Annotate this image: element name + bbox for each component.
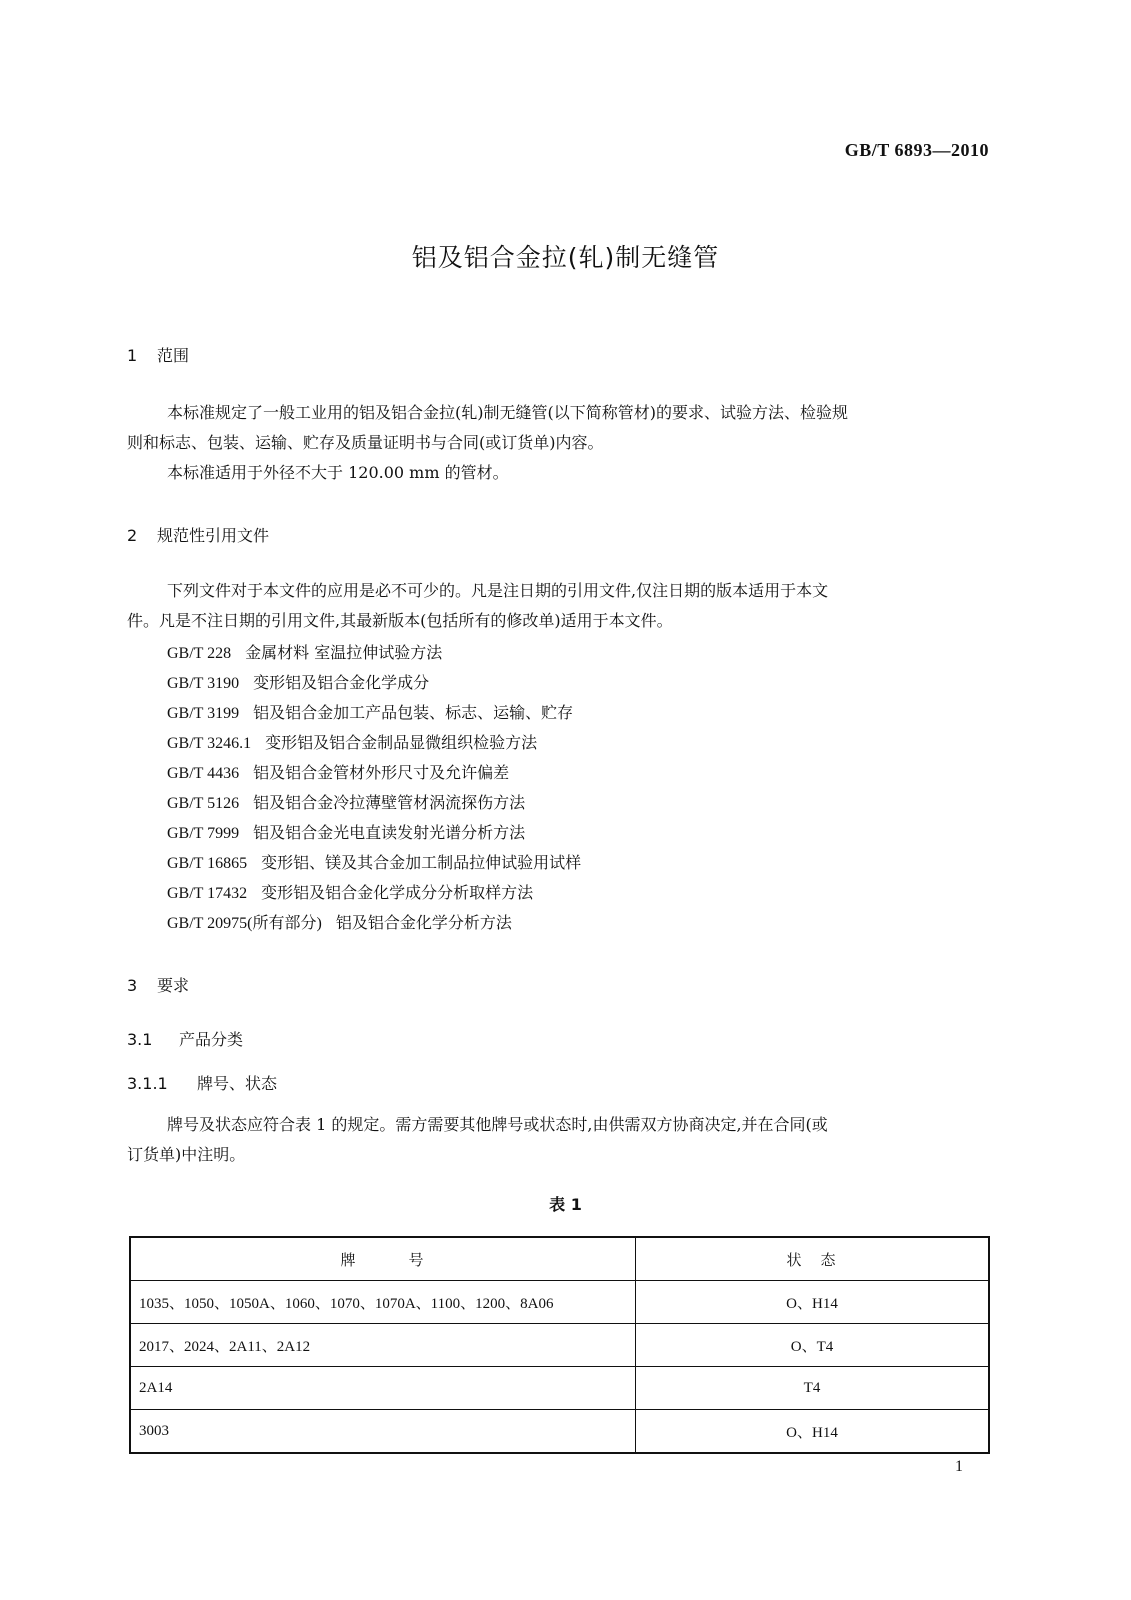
section-3-heading	[127, 973, 189, 996]
section-number: 3.1.1	[127, 1074, 168, 1093]
reference-item	[167, 638, 581, 668]
reference-item	[167, 668, 581, 698]
temper-cell: T4	[636, 1367, 990, 1410]
reference-item	[167, 788, 581, 818]
section-2-paragraph	[127, 576, 989, 636]
reference-title: 铝及铝合金化学分析方法	[335, 913, 512, 932]
reference-title: 变形铝及铝合金化学成分	[253, 673, 430, 692]
table-row	[130, 1367, 989, 1410]
reference-item	[167, 818, 581, 848]
section-number: 1	[127, 346, 138, 365]
reference-title: 铝及铝合金光电直读发射光谱分析方法	[253, 823, 526, 842]
reference-code: GB/T 3246.1	[167, 735, 252, 752]
reference-item	[167, 878, 581, 908]
table-row	[130, 1410, 989, 1454]
grade-cell: 2A14	[130, 1367, 636, 1410]
table-row	[130, 1281, 989, 1324]
reference-code: GB/T 228	[167, 645, 232, 662]
grade-cell: 3003	[130, 1410, 636, 1454]
reference-title: 铝及铝合金加工产品包装、标志、运输、贮存	[253, 703, 574, 722]
section-3-1-1-heading	[127, 1071, 277, 1094]
section-3-1-heading	[127, 1027, 243, 1050]
section-title: 要求	[157, 976, 190, 995]
reference-title: 金属材料 室温拉伸试验方法	[245, 643, 443, 662]
reference-item	[167, 728, 581, 758]
section-title: 牌号、状态	[197, 1074, 278, 1093]
grade-temper-table	[129, 1236, 990, 1454]
paragraph-line: 本标准适用于外径不大于 120.00 mm 的管材。	[167, 463, 509, 482]
reference-code: GB/T 20975(所有部分)	[167, 915, 322, 932]
reference-item	[167, 848, 581, 878]
document-title: 铝及铝合金拉(轧)制无缝管	[411, 243, 720, 272]
reference-title: 铝及铝合金冷拉薄壁管材涡流探伤方法	[253, 793, 526, 812]
standard-code: GB/T 6893—2010	[844, 140, 989, 160]
reference-code: GB/T 3190	[167, 675, 240, 692]
paragraph-line: 本标准规定了一般工业用的铝及铝合金拉(轧)制无缝管(以下简称管材)的要求、试验方法、检验规	[167, 403, 848, 422]
grade-cell: 1035、1050、1050A、1060、1070、1070A、1100、1200、8A06	[130, 1281, 636, 1324]
reference-code: GB/T 17432	[167, 885, 248, 902]
section-number: 3	[127, 976, 138, 995]
paragraph-line: 则和标志、包装、运输、贮存及质量证明书与合同(或订货单)内容。	[127, 433, 604, 452]
reference-title: 变形铝、镁及其合金加工制品拉伸试验用试样	[261, 853, 582, 872]
temper-cell: O、H14	[636, 1410, 990, 1454]
section-number: 3.1	[127, 1030, 153, 1049]
reference-code: GB/T 7999	[167, 825, 240, 842]
section-number: 2	[127, 526, 138, 545]
reference-item	[167, 758, 581, 788]
table-header-row	[130, 1237, 989, 1281]
paragraph-line: 下列文件对于本文件的应用是必不可少的。凡是注日期的引用文件,仅注日期的版本适用于本文	[167, 581, 829, 600]
temper-cell: O、T4	[636, 1324, 990, 1367]
reference-code: GB/T 16865	[167, 855, 248, 872]
reference-code: GB/T 5126	[167, 795, 240, 812]
reference-title: 变形铝及铝合金化学成分分析取样方法	[261, 883, 534, 902]
reference-item	[167, 698, 581, 728]
paragraph-line: 订货单)中注明。	[127, 1145, 246, 1164]
section-2-heading	[127, 523, 269, 546]
column-header-temper: 状 态	[636, 1237, 990, 1281]
reference-item	[167, 908, 581, 938]
paragraph-line: 牌号及状态应符合表 1 的规定。需方需要其他牌号或状态时,由供需双方协商决定,并在合同(或	[167, 1115, 828, 1134]
section-3-1-1-paragraph	[127, 1110, 989, 1170]
table-row	[130, 1324, 989, 1367]
table-caption: 表 1	[549, 1195, 582, 1214]
reference-code: GB/T 4436	[167, 765, 240, 782]
page-number: 1	[955, 1458, 963, 1475]
reference-code: GB/T 3199	[167, 705, 240, 722]
reference-list	[167, 638, 581, 938]
section-1-paragraph	[127, 398, 989, 488]
grade-cell: 2017、2024、2A11、2A12	[130, 1324, 636, 1367]
reference-title: 变形铝及铝合金制品显微组织检验方法	[265, 733, 538, 752]
section-title: 规范性引用文件	[157, 526, 270, 545]
paragraph-line: 件。凡是不注日期的引用文件,其最新版本(包括所有的修改单)适用于本文件。	[127, 611, 673, 630]
reference-title: 铝及铝合金管材外形尺寸及允许偏差	[253, 763, 510, 782]
section-title: 范围	[157, 346, 190, 365]
column-header-grade: 牌 号	[130, 1237, 636, 1281]
temper-cell: O、H14	[636, 1281, 990, 1324]
section-1-heading	[127, 343, 189, 366]
section-title: 产品分类	[179, 1030, 244, 1049]
